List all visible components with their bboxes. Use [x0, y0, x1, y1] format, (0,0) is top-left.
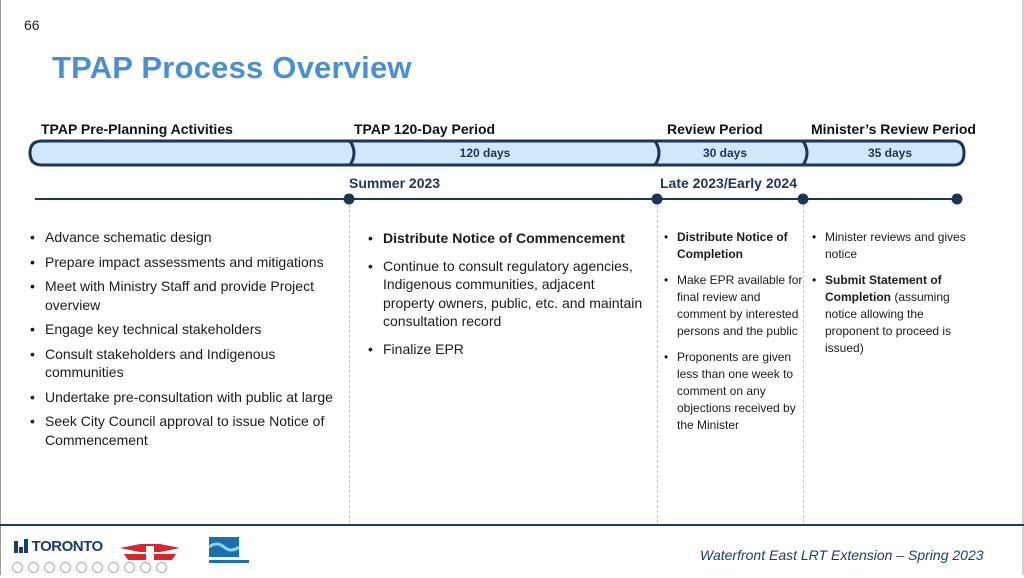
- milestone-label-summer-2023: Summer 2023: [349, 175, 441, 191]
- column-divider: [657, 205, 658, 523]
- list-item: • Proponents are given less than one week to comment on any objections received by the Minister: [677, 349, 807, 434]
- day120-list: [383, 229, 648, 367]
- phase-label-pre-planning: TPAP Pre-Planning Activities: [41, 121, 233, 137]
- toronto-logo-text: TORONTO: [31, 538, 103, 555]
- list-item: [825, 272, 975, 357]
- list-item: • Consult stakeholders and Indigenous communities: [45, 345, 350, 382]
- review-list: [677, 229, 807, 443]
- list-item: • Continue to consult regulatory agencies, Indigenous communities, adjacent property owners, public, etc. and maintain consultation record: [383, 257, 648, 331]
- milestone-dot-4: [952, 194, 963, 205]
- phase-bar-pre-planning: [30, 141, 358, 165]
- list-item: • Finalize EPR: [383, 340, 648, 359]
- list-item: • Meet with Ministry Staff and provide Project overview: [45, 277, 350, 314]
- footer-caption: Waterfront East LRT Extension – Spring 2023: [700, 547, 984, 563]
- footer-rule: [0, 524, 1024, 526]
- list-item: • Make EPR available for final review and comment by interested persons and the public: [677, 272, 807, 340]
- control-icon[interactable]: [108, 562, 119, 573]
- slide-number: 66: [24, 17, 40, 33]
- control-icon[interactable]: [76, 562, 87, 573]
- list-item-bold: Distribute Notice of Completion: [677, 230, 788, 261]
- list-item: • Seek City Council approval to issue Notice of Commencement: [45, 412, 350, 449]
- milestone-dot-2: [652, 194, 663, 205]
- page-title: TPAP Process Overview: [52, 50, 412, 85]
- timeline-graphic: [0, 0, 1024, 220]
- list-item: • Prepare impact assessments and mitigations: [45, 253, 350, 272]
- bar-text-35-days: 35 days: [867, 146, 913, 160]
- list-item: • Minister reviews and gives notice: [825, 229, 975, 263]
- phase-label-120-day: TPAP 120-Day Period: [354, 121, 496, 137]
- list-item-bold: Distribute Notice of Commencement: [383, 230, 625, 246]
- list-item: [383, 229, 648, 248]
- control-icon[interactable]: [156, 562, 167, 573]
- bar-text-30-days: 30 days: [702, 146, 748, 160]
- control-icon[interactable]: [92, 562, 103, 573]
- list-item: [677, 229, 807, 263]
- control-icon[interactable]: [60, 562, 71, 573]
- control-icon[interactable]: [12, 562, 23, 573]
- control-icon[interactable]: [140, 562, 151, 573]
- phase-label-minister: Minister’s Review Period: [811, 121, 976, 137]
- milestone-dot-3: [798, 194, 809, 205]
- waterfront-toronto-logo: [207, 537, 251, 567]
- milestone-dot-1: [344, 194, 355, 205]
- control-icon[interactable]: [124, 562, 135, 573]
- list-item: • Engage key technical stakeholders: [45, 320, 350, 339]
- list-item-bold: Submit Statement of Completion: [825, 273, 942, 304]
- list-item: • Undertake pre-consultation with public at large: [45, 388, 350, 407]
- bar-text-120-days: 120 days: [459, 146, 511, 160]
- control-icon[interactable]: [44, 562, 55, 573]
- presentation-controls[interactable]: [12, 560, 172, 578]
- city-hall-icon: [14, 537, 28, 553]
- control-icon[interactable]: [28, 562, 39, 573]
- toronto-logo: [14, 537, 103, 555]
- pre-planning-list: [45, 228, 350, 455]
- list-item: • Advance schematic design: [45, 228, 350, 247]
- milestone-label-late-2023: Late 2023/Early 2024: [660, 175, 797, 191]
- minister-list: [825, 229, 975, 366]
- phase-label-review: Review Period: [667, 121, 763, 137]
- list-item-rest: (assuming notice allowing the proponent to proceed is issued): [825, 290, 952, 355]
